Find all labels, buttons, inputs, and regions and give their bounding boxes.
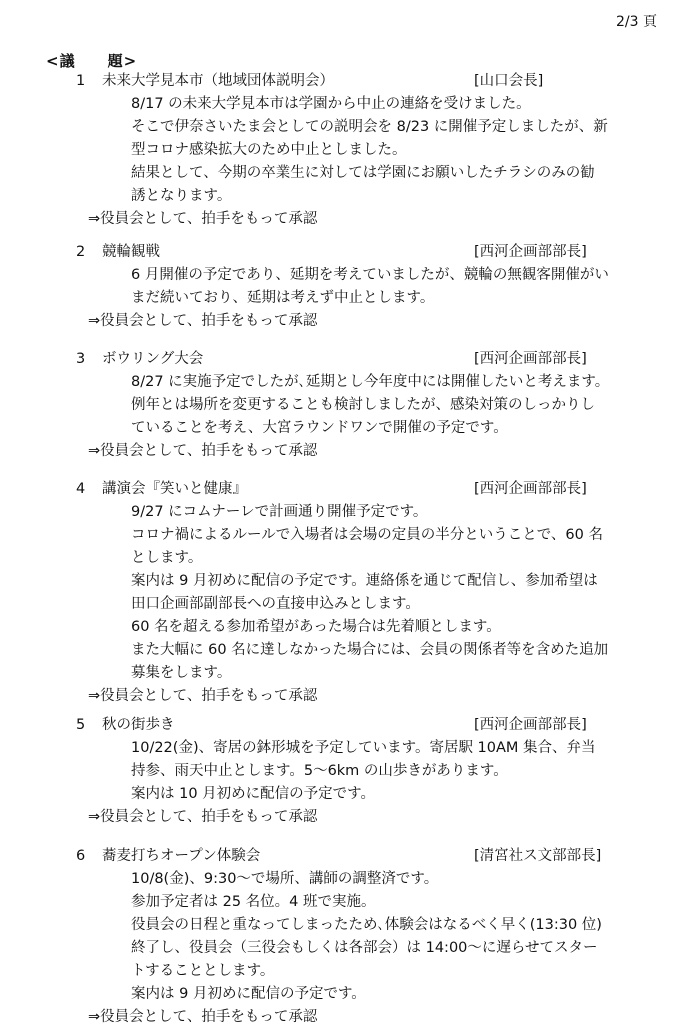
- body-line: まだ続いており、延期は考えず中止とします。: [131, 290, 435, 306]
- agenda-item-result: ⇒役員会として、拍手をもって承認: [88, 443, 318, 459]
- agenda-item-title: 未来大学見本市（地域団体説明会）: [102, 73, 334, 89]
- agenda-item-title: 講演会『笑いと健康』: [102, 481, 247, 497]
- agenda-heading: <議 題>: [46, 52, 138, 70]
- body-line: ていることを考え、大宮ラウンドワンで開催の予定です。: [131, 420, 508, 436]
- agenda-item-reporter: [清宮社ス文部部長]: [474, 848, 602, 864]
- agenda-item-title: 競輪観戦: [102, 244, 160, 260]
- body-line: 田口企画部副部長への直接申込みとします。: [131, 596, 420, 612]
- body-line: 案内は 10 月初めに配信の予定です。: [131, 786, 376, 802]
- body-line: 10/22(金)、寄居の鉢形城を予定しています。寄居駅 10AM 集合、弁当: [131, 740, 596, 756]
- agenda-item-title-row: [0, 714, 699, 737]
- agenda-item-number: 5: [76, 717, 86, 733]
- body-line: 結果として、今期の卒業生に対しては学園にお願いしたチラシのみの勧: [131, 165, 595, 181]
- body-line: 9/27 にコムナーレで計画通り開催予定です。: [131, 504, 428, 520]
- agenda-item-reporter: [西河企画部部長]: [474, 481, 587, 497]
- agenda-item-reporter: [西河企画部部長]: [474, 351, 587, 367]
- body-line: 役員会の日程と重なってしまったため､体験会はなるべく早く(13:30 位): [131, 917, 602, 933]
- agenda-item-body: [131, 868, 661, 1006]
- body-line: 8/27 に実施予定でしたが､延期とし今年度中には開催したいと考えます。: [131, 374, 610, 390]
- agenda-item-title: ボウリング大会: [102, 351, 204, 367]
- agenda-item: [0, 478, 699, 708]
- agenda-item-result: ⇒役員会として、拍手をもって承認: [88, 809, 318, 825]
- agenda-item-reporter: [西河企画部部長]: [474, 244, 587, 260]
- agenda-item: [0, 714, 699, 829]
- agenda-item-number: 6: [76, 848, 86, 864]
- agenda-item-body: [131, 264, 661, 310]
- body-line: そこで伊奈さいたま会としての説明会を 8/23 に開催予定しましたが、新: [131, 119, 608, 135]
- agenda-item-title-row: [0, 70, 699, 93]
- agenda-item-reporter: [山口会長]: [474, 73, 544, 89]
- agenda-item: [0, 241, 699, 333]
- agenda-item-title-row: [0, 845, 699, 868]
- body-line: 案内は 9 月初めに配信の予定です。連絡係を通じて配信し、参加希望は: [131, 573, 598, 589]
- agenda-item-result: ⇒役員会として、拍手をもって承認: [88, 688, 318, 704]
- agenda-item-title-row: [0, 348, 699, 371]
- agenda-item: [0, 70, 699, 231]
- agenda-item-body: [131, 93, 661, 208]
- body-line: 終了し、役員会（三役会もしくは各部会）は 14:00～に遅らせてスター: [131, 940, 598, 956]
- agenda-item-title: 蕎麦打ちオープン体験会: [102, 848, 261, 864]
- agenda-item: [0, 348, 699, 463]
- body-line: 10/8(金)、9:30～で場所、講師の調整済です。: [131, 871, 439, 887]
- body-line: とします。: [131, 550, 203, 566]
- body-line: トすることとします。: [131, 963, 275, 979]
- body-line: 案内は 9 月初めに配信の予定です。: [131, 986, 366, 1002]
- agenda-item-body: [131, 737, 661, 806]
- body-line: また大幅に 60 名に達しなかった場合には、会員の関係者等を含めた追加: [131, 642, 609, 658]
- body-line: 例年とは場所を変更することも検討しましたが、感染対策のしっかりし: [131, 397, 595, 413]
- agenda-item-reporter: [西河企画部部長]: [474, 717, 587, 733]
- agenda-item-result: ⇒役員会として、拍手をもって承認: [88, 313, 318, 329]
- body-line: 60 名を超える参加希望があった場合は先着順とします。: [131, 619, 501, 635]
- agenda-item-number: 2: [76, 244, 86, 260]
- body-line: 8/17 の未来大学見本市は学園から中止の連絡を受けました。: [131, 96, 531, 112]
- body-line: 型コロナ感染拡大のため中止としました。: [131, 142, 407, 158]
- body-line: 持参、雨天中止とします。5～6km の山歩きがあります。: [131, 763, 508, 779]
- agenda-item-number: 4: [76, 481, 86, 497]
- body-line: 参加予定者は 25 名位。4 班で実施。: [131, 894, 376, 910]
- agenda-item-number: 1: [76, 73, 86, 89]
- body-line: コロナ禍によるルールで入場者は会場の定員の半分ということで、60 名: [131, 527, 603, 543]
- agenda-item: [0, 845, 699, 1029]
- agenda-item-number: 3: [76, 351, 86, 367]
- agenda-item-result: ⇒役員会として、拍手をもって承認: [88, 211, 318, 227]
- body-line: 募集をします。: [131, 665, 232, 681]
- agenda-item-result: ⇒役員会として、拍手をもって承認: [88, 1009, 318, 1025]
- agenda-item-title-row: [0, 241, 699, 264]
- agenda-item-body: [131, 501, 661, 685]
- page-number: 2/3 頁: [616, 14, 657, 30]
- body-line: 誘となります。: [131, 188, 232, 204]
- agenda-item-title-row: [0, 478, 699, 501]
- agenda-item-body: [131, 371, 661, 440]
- body-line: 6 月開催の予定であり、延期を考えていましたが、競輪の無観客開催がい: [131, 267, 609, 283]
- agenda-item-title: 秋の街歩き: [102, 717, 175, 733]
